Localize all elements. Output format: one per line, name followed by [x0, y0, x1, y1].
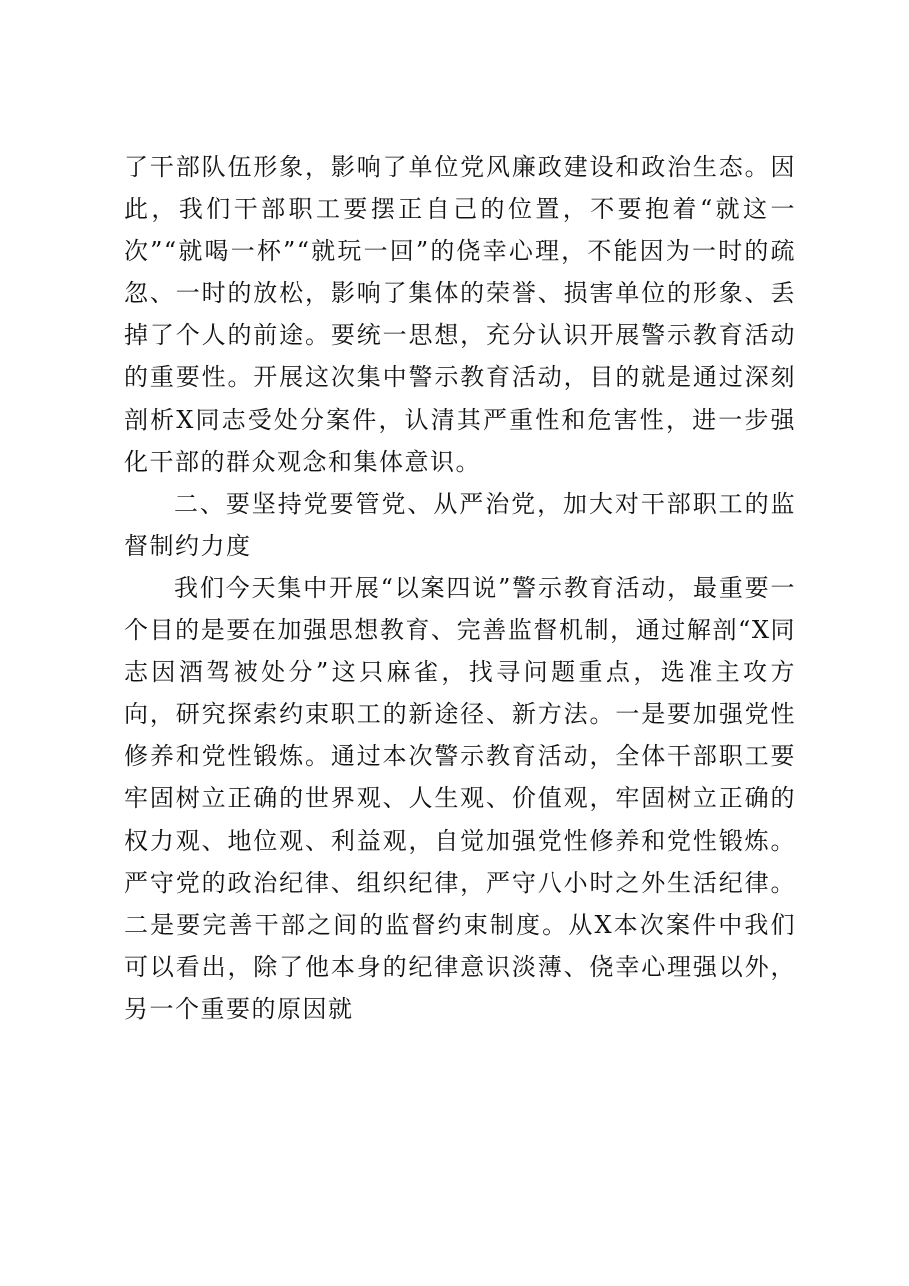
section-heading-paragraph: 二、要坚持党要管党、从严治党，加大对干部职工的监督制约力度	[124, 489, 796, 560]
body-paragraph-continuation: 了干部队伍形象，影响了单位党风廉政建设和政治生态。因此，我们干部职工要摆正自己的位置，不要抱着“就这一次”“就喝一杯”“就玩一回”的侥幸心理，不能因为一时的疏忽、一时的放松，影响了集体的荣誉、损害单位的形象、丢掉了个人的前途。要统一思想，充分认识开展警示教育活动的重要性。开展这次集中警示教育活动，目的就是通过深刻剖析X同志受处分案件，认清其严重性和危害性，进一步强化干部的群众观念和集体意识。	[124, 153, 796, 476]
document-body	[124, 146, 796, 1030]
body-paragraph: 我们今天集中开展“以案四说”警示教育活动，最重要一个目的是要在加强思想教育、完善监督机制，通过解剖“X同志因酒驾被处分”这只麻雀，找寻问题重点，选准主攻方向，研究探索约束职工的新途径、新方法。一是要加强党性修养和党性锻炼。通过本次警示教育活动，全体干部职工要牢固树立正确的世界观、人生观、价值观，牢固树立正确的权力观、地位观、利益观，自觉加强党性修养和党性锻炼。严守党的政治纪律、组织纪律，严守八小时之外生活纪律。二是要完善干部之间的监督约束制度。从X本次案件中我们可以看出，除了他本身的纪律意识淡薄、侥幸心理强以外，另一个重要的原因就	[124, 573, 796, 1023]
